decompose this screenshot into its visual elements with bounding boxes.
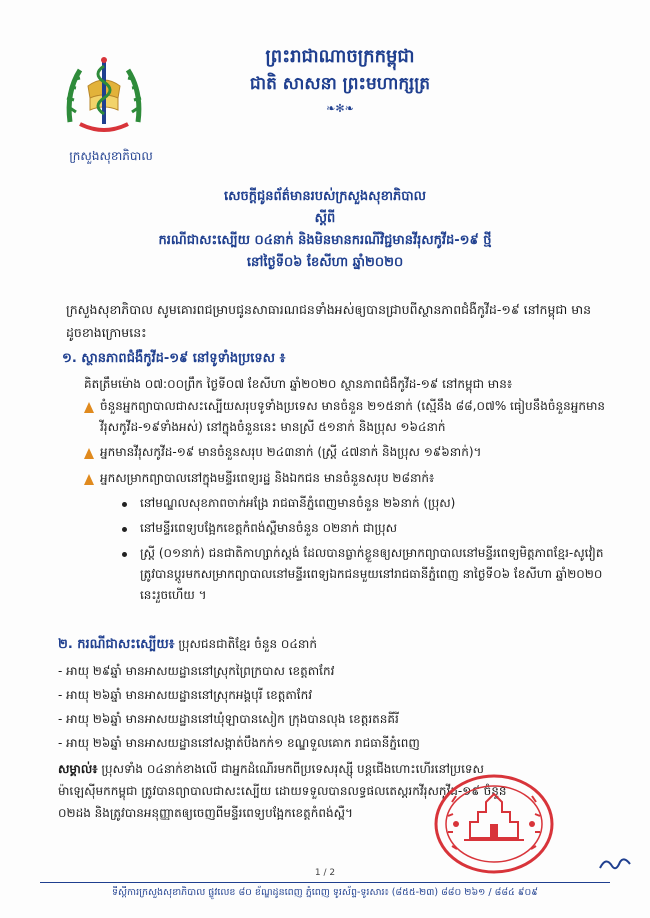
case-line-1: - អាយុ ២៩ឆ្នាំ មានអាសយដ្ឋាននៅស្រុកព្រៃក្របាស ខេត្តតាកែវ [58,664,335,678]
ministry-logo-emblem [62,52,146,140]
national-motto: ជាតិ សាសនា ព្រះមហាក្សត្រ [249,74,431,94]
section-1-heading: ១. ស្ថានភាពជំងឺកូវីដ-១៩ នៅទូទាំងប្រទេស ៖ [62,351,286,366]
title-line-1: សេចក្តីជូនព័ត៌មានរបស់ក្រសួងសុខាភិបាល [224,189,426,204]
footer-address: ទីស្តីការក្រសួងសុខាភិបាល ផ្លូវលេខ ៨០ ខ័ណ្ឌដូនពេញ ភ្នំពេញ ទូរស័ព្ទ-ទូរសារ៖ (៨៥៥-២៣) ៨៨០ ២៦១ / ៨៨៤ ៩០៩ [111,887,538,898]
section-2-heading-detail: ប្រុសជនជាតិខ្មែរ ចំនួន ០៤នាក់ [174,637,317,651]
section-2-heading [58,636,618,655]
document-title [40,186,610,274]
sub-bullet-transferred-patient: ស្ត្រី (០១នាក់) ជនជាតិកាហ្សាក់ស្តង់ ដែលបានធ្លាក់ខ្លួនឲ្យសម្រាកព្យាបាលនៅមន្ទីរពេទ្យមិត្តភាពខ្មែរ-សូវៀត ត្រូវបានប្តូរមកសម្រាកព្យាបាលនៅមន្ទីរពេទ្យឯកជនមួយនៅរាជធានីភ្នំពេញ នាថ្ងៃទី០៦ ខែសីហា ឆ្នាំ២០២០ នេះរួចហើយ ។ [140,546,604,602]
page-number: 1 / 2 [314,868,336,878]
kingdom-heading: ព្រះរាជាណាចក្រកម្ពុជា [265,46,415,67]
signature-mark [598,854,632,874]
footer-divider [40,882,610,883]
bullet-recovered-total: ចំនួនអ្នកព្យាបាលជាសះស្បើយសរុបទូទាំងប្រទេស មានចំនួន ២១៥នាក់ (ស្មើនឹង ៨៨,០៧% ធៀបនឹងចំនួនអ្នកមានវីរុសកូវីដ-១៩ទាំងអស់) នៅក្នុងចំនួននេះ មានស្រី ៥១នាក់ និងប្រុស ១៦៤នាក់ [100,399,606,434]
title-line-2: ស្តីពី [314,211,336,226]
case-line-3: - អាយុ ២៦ឆ្នាំ មានអាសយដ្ឋាននៅឃុំឡាបានសៀក ក្រុងបានលុង ខេត្តរតនគីរី [58,712,399,726]
bullet-total-cases: អ្នកមានវីរុសកូវីដ-១៩ មានចំនួនសរុប ២៤៣នាក់ (ស្រ្តី ៤៧នាក់ និងប្រុស ១៩៦នាក់)។ [100,445,482,459]
bullet-hospitalized: អ្នកសម្រាកព្យាបាលនៅក្នុងមន្ទីរពេទ្យរដ្ឋ និងឯកជន មានចំនួនសរុប ២៨នាក់៖ [100,471,435,485]
section-2-heading-label: ២. ករណីជាសះស្បើយ៖ [58,637,175,652]
note-label: សម្គាល់៖ [58,762,98,776]
sub-bullet-chak-angre: នៅមណ្ឌលសុខភាពចាក់អង្រែ រាជធានីភ្នំពេញមានចំនួន ២៦នាក់ (ប្រុស) [140,496,456,510]
arrow-bullet-icon [84,402,94,413]
note-text: ប្រុសទាំង ០៤នាក់ខាងលើ ជាអ្នកដំណើរមកពីប្រទេសរុស្ស៊ី បន្តជើងហោះហើរនៅប្រទេសម៉ាឡេស៊ីមកកម្ពុជា ត្រូវបានព្យាបាលជាសះស្បើយ ដោយទទួលបានលទ្ធផលតេស្តរកវីរុសកូវីដ-១៩ ចំនួន ០២ដង និងត្រូវបានអនុញ្ញាតឲ្យចេញពីមន្ទីរពេទ្យបង្អែកខេត្តកំពង់ស្ពឺ។ [58,762,507,820]
title-line-4: នៅថ្ងៃទី០៦ ខែសីហា ឆ្នាំ២០២០ [246,255,404,270]
sub-bullet-kampong-speu: នៅមន្ទីរពេទ្យបង្អែកខេត្តកំពង់ស្ពឺមានចំនួន ០២នាក់ ជាប្រុស [140,521,398,535]
title-line-3: ករណីជាសះស្បើយ ០៤នាក់ និងមិនមានករណីវិជ្ជមានវីរុសកូវីដ-១៩ ថ្មី [158,233,492,248]
header-ornament: ❧✻❧ [326,102,354,115]
arrow-bullet-icon [84,448,94,459]
official-seal-stamp [432,772,556,876]
dot-bullet-icon [122,527,127,532]
dot-bullet-icon [122,502,127,507]
arrow-bullet-icon [84,474,94,485]
ministry-name: ក្រសួងសុខាភិបាល [69,149,153,163]
intro-paragraph: ក្រសួងសុខាភិបាល សូមគោរពជម្រាបជូនសាធារណជនទាំងអស់ឲ្យបានជ្រាបពីស្ថានភាពជំងឺកូវីដ-១៩ នៅកម្ពុជា មានដូចខាងក្រោមនេះ [66,302,592,340]
case-line-2: - អាយុ ២៦ឆ្នាំ មានអាសយដ្ឋាននៅស្រុកអង្គបុរី ខេត្តតាកែវ [58,688,313,702]
case-line-4: - អាយុ ២៦ឆ្នាំ មានអាសយដ្ឋាននៅសង្កាត់បឹងកក់១ ខណ្ឌទួលគោក រាជធានីភ្នំពេញ [58,736,420,750]
as-of-statement: គិតត្រឹមម៉ោង ០៧:០០ព្រឹក ថ្ងៃទី០៧ ខែសីហា ឆ្នាំ២០២០ ស្ថានភាពជំងឺកូវីដ-១៩ នៅកម្ពុជា មាន៖ [84,377,513,391]
dot-bullet-icon [122,552,127,557]
